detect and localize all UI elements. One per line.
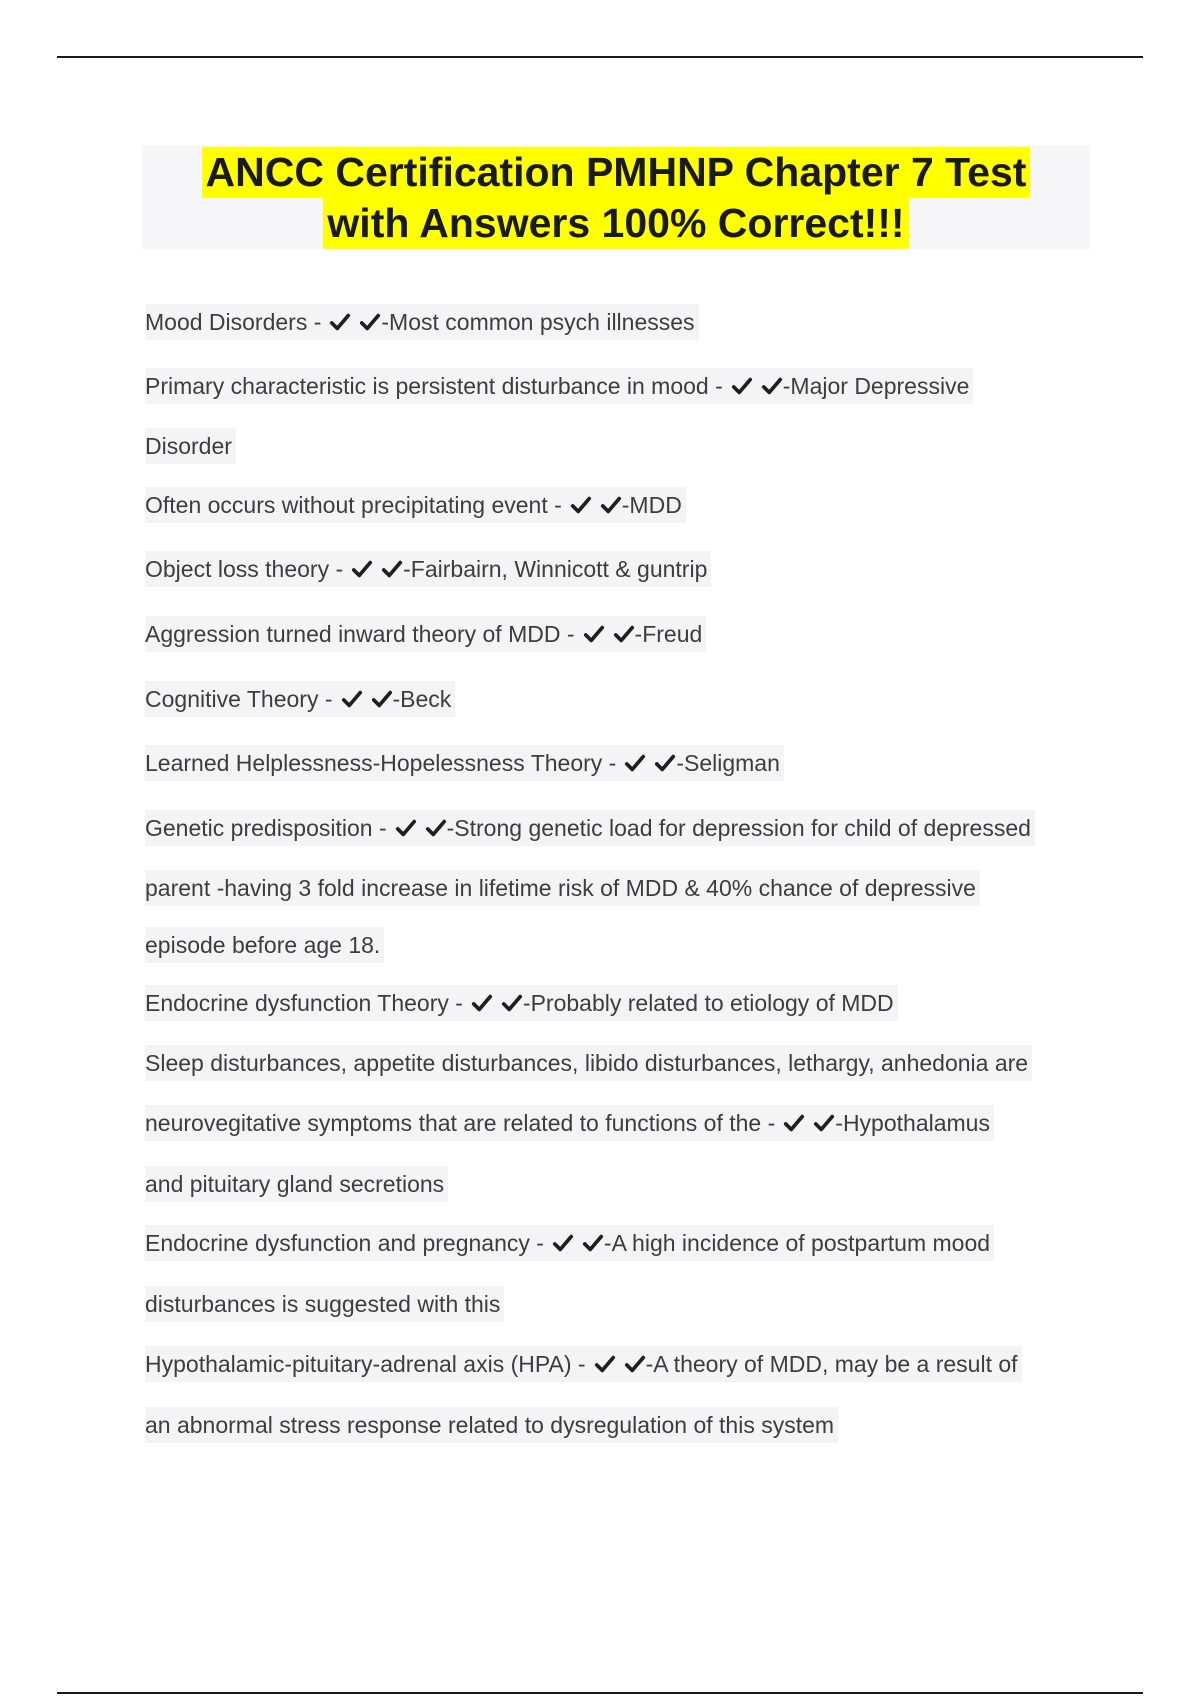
document-title <box>142 145 1090 249</box>
bottom-rule <box>57 1692 1143 1694</box>
question-text-line: Sleep disturbances, appetite disturbances, libido disturbances, lethargy, anhedonia are <box>145 1045 1032 1081</box>
list-item <box>145 810 1035 846</box>
check-icon <box>371 688 393 710</box>
check-icon <box>341 688 363 710</box>
answer-continuation: disturbances is suggested with this <box>145 1286 504 1322</box>
answer-text: -Hypothalamus <box>835 1110 990 1136</box>
check-icon <box>359 311 381 333</box>
check-icon <box>471 992 493 1014</box>
answer-text: -Strong genetic load for depression for child of depressed <box>446 815 1031 841</box>
question-text: Learned Helplessness-Hopelessness Theory - <box>145 750 617 776</box>
answer-text: -Probably related to etiology of MDD <box>522 990 894 1016</box>
list-item <box>145 1105 994 1141</box>
answer-continuation: and pituitary gland secretions <box>145 1166 448 1202</box>
list-item <box>145 487 686 523</box>
question-text: Hypothalamic-pituitary-adrenal axis (HPA) - <box>145 1351 586 1377</box>
answer-continuation: episode before age 18. <box>145 927 384 963</box>
check-icon <box>783 1112 805 1134</box>
check-icon <box>761 375 783 397</box>
check-icon <box>583 623 605 645</box>
list-item <box>145 368 973 404</box>
answer-text: -MDD <box>621 492 682 518</box>
title-line-1: ANCC Certification PMHNP Chapter 7 Test <box>202 147 1031 198</box>
answer-text: -Major Depressive <box>782 373 970 399</box>
list-item <box>145 681 455 717</box>
answer-text: -Fairbairn, Winnicott & guntrip <box>403 556 708 582</box>
answer-text: -Beck <box>392 686 452 712</box>
title-line-2: with Answers 100% Correct!!! <box>323 198 908 249</box>
question-text: Endocrine dysfunction Theory - <box>145 990 463 1016</box>
answer-text: -Most common psych illnesses <box>381 309 695 335</box>
list-item <box>145 551 711 587</box>
check-icon <box>552 1232 574 1254</box>
check-icon <box>624 1353 646 1375</box>
question-text: Object loss theory - <box>145 556 344 582</box>
list-item <box>145 745 784 781</box>
check-icon <box>501 992 523 1014</box>
check-icon <box>381 558 403 580</box>
check-icon <box>600 494 622 516</box>
check-icon <box>329 311 351 333</box>
question-text: Primary characteristic is persistent disturbance in mood - <box>145 373 723 399</box>
check-icon <box>570 494 592 516</box>
answer-continuation: Disorder <box>145 428 236 464</box>
question-text: neurovegitative symptoms that are related to functions of the - <box>145 1110 776 1136</box>
question-text: Aggression turned inward theory of MDD - <box>145 621 575 647</box>
question-text: Cognitive Theory - <box>145 686 333 712</box>
question-text: Endocrine dysfunction and pregnancy - <box>145 1230 544 1256</box>
answer-text: -Seligman <box>676 750 780 776</box>
answer-text: -A theory of MDD, may be a result of <box>645 1351 1018 1377</box>
answer-text: -A high incidence of postpartum mood <box>603 1230 991 1256</box>
list-item <box>145 985 898 1021</box>
top-rule <box>57 56 1143 58</box>
check-icon <box>582 1232 604 1254</box>
answer-continuation: parent -having 3 fold increase in lifetime risk of MDD & 40% chance of depressive <box>145 870 980 906</box>
check-icon <box>613 623 635 645</box>
check-icon <box>731 375 753 397</box>
list-item <box>145 616 706 652</box>
answer-text: -Freud <box>634 621 703 647</box>
check-icon <box>395 817 417 839</box>
list-item <box>145 1346 1022 1382</box>
check-icon <box>624 752 646 774</box>
question-text: Often occurs without precipitating event - <box>145 492 562 518</box>
answer-continuation: an abnormal stress response related to dysregulation of this system <box>145 1407 838 1443</box>
question-text: Mood Disorders - <box>145 309 322 335</box>
check-icon <box>351 558 373 580</box>
check-icon <box>654 752 676 774</box>
list-item <box>145 1225 994 1261</box>
check-icon <box>594 1353 616 1375</box>
question-text: Genetic predisposition - <box>145 815 387 841</box>
check-icon <box>813 1112 835 1134</box>
list-item <box>145 304 699 340</box>
check-icon <box>425 817 447 839</box>
